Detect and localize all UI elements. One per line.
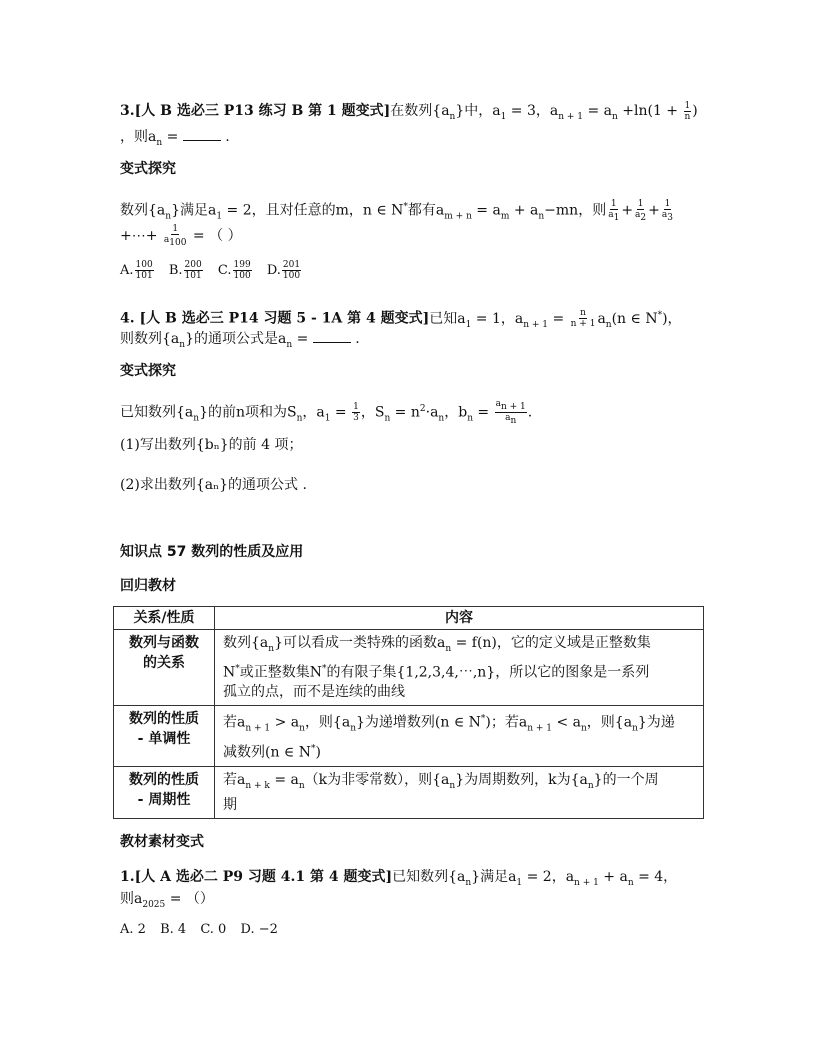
variant-1-line1: 数列$\{a_n\}$满足$a_1 = 2$，且对任意的m，n ∈ N*都有$a_{m + n} = a_m + a_n-mn$，则 $\frac{1}{a_1}$ + $\frac{1}{a_2}$ + $\frac{1}{a_3}$ [120, 198, 673, 223]
textbook-label: 教材素材变式 [120, 834, 204, 850]
table-row [114, 630, 704, 706]
variant-label-2: 变式探究 [120, 363, 176, 379]
question-1-line2: 则$a_{2025}$ = （） [120, 891, 214, 910]
question-3 [120, 100, 700, 128]
option-d[interactable]: D. $\frac{201}{100}$ [266, 260, 301, 281]
question-4-line2: 则数列$\{a_n\}$的通项公式是$a_n$ = . [120, 331, 360, 350]
option-b[interactable]: B. $\frac{200}{101}$ [168, 260, 202, 281]
row-name: 数列的性质 - 周期性 [114, 766, 215, 819]
answer-blank[interactable] [183, 128, 221, 141]
answer-blank-2[interactable] [313, 330, 351, 343]
row-content: 若$a_{n + k} = a_n(k$为非零常数），则$\{a_n\}$为周期数列，k为$\{a_n\}$的一个周 期 [215, 766, 704, 819]
option-c[interactable]: C. 0 [200, 922, 227, 937]
table-header-cell: 内容 [215, 607, 704, 630]
question-3-line2: ，则$a_n$ = . [120, 129, 230, 148]
question-1-options [120, 922, 288, 937]
row-name: 数列的性质 - 单调性 [114, 706, 215, 766]
variant-2-line1: 已知数列$\{a_n\}$的前n项和为$S_n$，$a_1$ = $\frac{1}{3}$ ，$S_n = n^2\cdot a_n$，$b_n$ = $\frac{a_{n + 1}}{a_n}$ . [120, 399, 533, 426]
question-3-tag: 3.[人 B 选必三 P13 练习 B 第 1 题变式] [120, 103, 391, 119]
question-1: 1.[人 A 选必二 P9 习题 4.1 第 4 题变式]已知数列$\{a_n\}$满足$a_1 = 2$，$a_{n + 1} + a_n = 4$， [120, 869, 678, 888]
option-c[interactable]: C. $\frac{199}{100}$ [217, 260, 251, 281]
knowledge-table [113, 606, 704, 819]
question-4-tag: 4. [人 B 选必三 P14 习题 5 - 1A 第 4 题变式] [120, 310, 430, 327]
row-name: 数列与函数 的关系 [114, 630, 215, 706]
option-b[interactable]: B. 4 [160, 922, 187, 937]
return-label: 回归教材 [120, 578, 176, 594]
table-header-row [114, 607, 704, 630]
variant-2-sub2: (2)求出数列{aₙ}的通项公式 . [120, 477, 307, 493]
table-header-cell: 关系/性质 [114, 607, 215, 630]
option-d[interactable]: D. −2 [240, 922, 278, 937]
variant-label-1: 变式探究 [120, 161, 176, 177]
table-row [114, 706, 704, 766]
option-a[interactable]: A. 2 [120, 922, 146, 937]
knowledge-title: 知识点 57 数列的性质及应用 [120, 544, 304, 560]
question-1-tag: 1.[人 A 选必二 P9 习题 4.1 第 4 题变式] [120, 869, 393, 885]
variant-1-options [120, 260, 312, 281]
option-a[interactable]: A. $\frac{100}{101}$ [120, 260, 153, 281]
question-3-text: 在数列$\{a_n\}$中，$a_1 = 3$，$a_{n + 1} = a_n +\ln(1$ + $\frac{1}{n}$ ) [390, 100, 698, 122]
table-row [114, 766, 704, 819]
row-content: 数列$\{a_n\}$可以看成一类特殊的函数$a_n = f(n)$，它的定义域是正整数集 N*或正整数集N*的有限子集{1,2,3,4,⋯,n}，所以它的图象是一系列 孤立的点，而不是连续的曲线 [215, 630, 704, 706]
row-content: 若$a_{n + 1} > a_n$，则$\{a_n\}$为递增数列(n ∈ N*)；若$a_{n + 1} < a_n$，则$\{a_n\}$为递 减数列(n ∈ N*) [215, 706, 704, 766]
variant-1-line2: +⋯+ $\frac{1}{a_{100}}$ = （ ） [120, 224, 242, 248]
question-4: 4. [人 B 选必三 P14 习题 5 - 1A 第 4 题变式]已知$a_1 = 1$，$a_{n + 1}$ = $\frac{n}{n + 1}$ $a_n(n$ ∈ N*)， [120, 308, 682, 330]
variant-2-sub1: (1)写出数列{bₙ}的前 4 项； [120, 437, 303, 453]
